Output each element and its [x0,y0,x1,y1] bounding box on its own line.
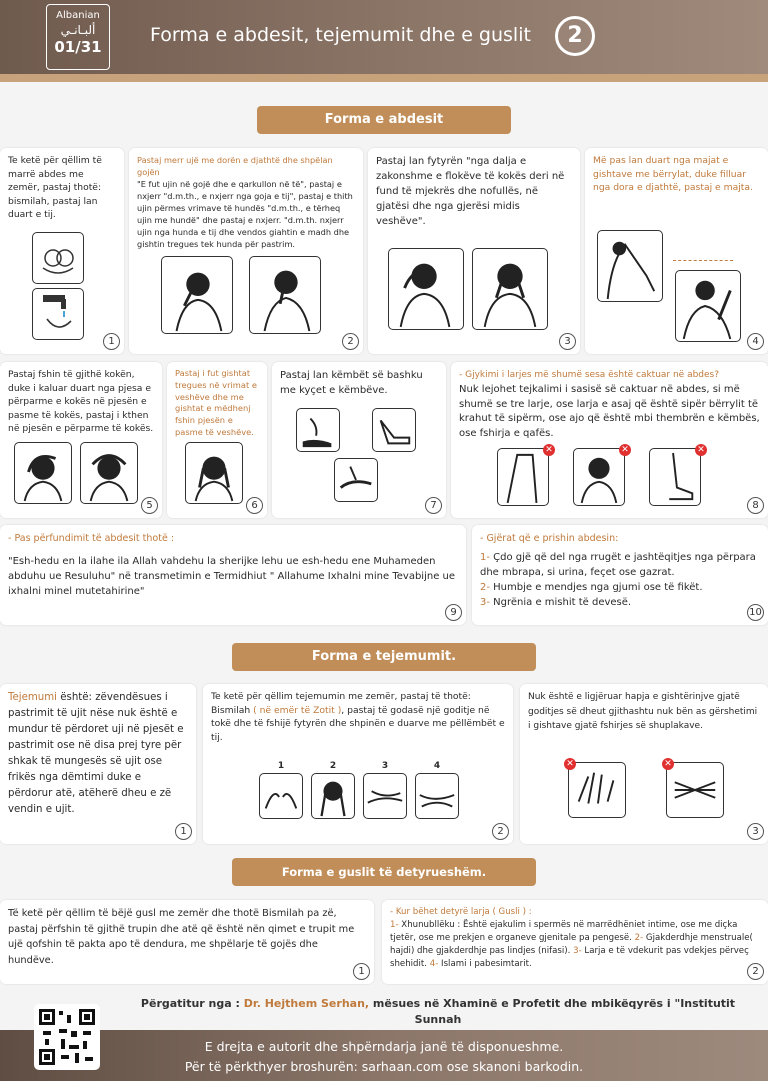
wipe-neck-illustration [573,448,625,506]
wash-foot-illustration-2 [372,408,416,452]
wipe-face-illustration [311,773,355,819]
step-label: 3 [381,761,389,771]
author-name: Dr. Hejthem Serhan, [243,997,370,1010]
step-number: 4 [747,333,764,350]
step-text: "Esh-hedu en la ilahe ila Allah vahdehu la sherijke lehu ue esh-hedu ene Muhameden abduhu ue Resuluhu" në transmetimin e Termidhiut " Allahume Ixhalni mine Tevabijne ue ixhalni minel mutetahirine" [8,556,456,597]
tejemum-steps [259,760,499,824]
step-number: 10 [747,604,764,621]
step-card-6 [167,362,267,518]
step-number: 1 [353,963,370,980]
step-heading: - Pas përfundimit të abdesit thotë : [8,533,175,544]
language-badge [46,4,110,70]
step-number: 2 [342,333,359,350]
gusl-card-2 [382,900,768,984]
step-card-5 [0,362,162,518]
wipe-left-hand-illustration [415,773,459,819]
prohibited-icon: ✕ [662,758,674,770]
page-number-badge: 2 [555,16,595,56]
wipe-head-illustration-front [14,442,72,504]
wash-face-illustration-left [388,248,464,330]
prohibited-icon: ✕ [564,758,576,770]
step-label: 2 [329,761,337,771]
wash-elbow-illustration [675,270,741,342]
step-text: Tejemumi është: zëvendësues i pastrimit të ujit nëse nuk është e mundur të përdoret uji në pjesët e pastrimit ose në disa prej tyre për shkak të mungesës së ujit ose frikës nga dëmtimi duke e përdorur atë, atëherë dheu e zë vendin e ujit. [8,692,184,815]
step-card-3 [368,148,580,354]
step-text: 1- Xhunubllëku : Është ejakulim i spermës në marrëdhëniet intime, ose me diçka tjetër, ose me prekjen e organeve gjenitale pa pengesë. 2- Gjakderdhje menstruale( hajdi) dhe gjakderdhje pas lindjes (nifasi). 3- Larja e të vdekurit pas vdekjes përveç shehidit. 4- Islami i pabesimtarit. [390,920,753,969]
wash-arm-illustration [597,230,663,302]
tejemum-card-1 [0,684,196,844]
step-number: 2 [492,823,509,840]
section-title-abdes: Forma e abdesit [257,106,511,134]
wipe-right-hand-illustration [363,773,407,819]
rinse-nose-illustration [249,256,321,334]
step-number: 8 [747,497,764,514]
step-heading: - Gjykimi i larjes më shumë sesa është caktuar në abdes? [459,370,720,380]
step-card-4 [585,148,768,354]
step-number: 6 [246,497,263,514]
step-text: Më pas lan duart nga majat e gishtave me bërrylat, duke filluar nga dora e djathtë, pastaj e majta. [593,155,753,193]
step-number: 3 [559,333,576,350]
step-text: Pastaj lan fytyrën "nga dalja e zakonshme e flokëve të kokës deri në fund të mjekrës dhe nofullës, në gjatësi dhe nga gjerësi midis veshëve". [376,156,565,227]
page-title: Forma e abdesit, tejemumit dhe e guslit [150,24,531,46]
header-bar [0,74,768,82]
step-card-8 [451,362,768,518]
wipe-head-illustration-back [80,442,138,504]
page-counter: 01/31 [54,38,102,56]
step-card-9 [0,525,466,625]
step-number: 3 [747,823,764,840]
wash-foot-illustration-3 [334,458,378,502]
step-text: Nuk lejohet tejkalimi i sasisë së caktuar në abdes, si më shumë se tre larje, ose larja e asaj që është sipër bërrylit të krahut të sipërm, ose ajo që është mbi thembrën e këmbës, ose fshirja e qafës. [459,384,760,439]
step-number: 5 [141,497,158,514]
list-item: 1- Çdo gjë që del nga rrugët e jashtëqitjes nga përpara dhe mbrapa, si urina, feçet ose gazrat. [480,552,756,578]
step-text: Te ketë për qëllim të marrë abdes me zemër, pastaj thotë: bismilah, pastaj lan duart e tij. [8,155,102,220]
step-card-10 [472,525,768,625]
tejemum-card-2 [203,684,513,844]
step-number: 1 [103,333,120,350]
wipe-ears-illustration [185,442,243,504]
direction-arrow [673,260,733,261]
step-number: 2 [747,963,764,980]
section-title-gusl: Forma e guslit të detyrueshëm. [232,858,536,886]
step-text: Të ketë për qëllim të bëjë gusl me zemër dhe thotë Bismilah pa zë, pastaj përfshin të gjithë trupin dhe atë që është nën qimet e trupit me ujë qofshin të pakta apo të dendura, me shpëlarje të gojës dhe hundëve. [8,908,355,966]
step-text: Pastaj lan këmbët së bashku me kyçet e këmbëve. [280,370,423,396]
list-item: 2- Humbje e mendjes nga gjumi ose të fikët. [480,582,703,593]
prohibited-icon: ✕ [695,444,707,456]
step-text: Nuk është e ligjëruar hapja e gishtërinjve gjatë goditjes së dheut gjithashtu nuk bën as gërshetimi i gishtave gjatë fshirjes së shuplakave. [528,692,758,731]
step-number: 9 [445,604,462,621]
step-text: Pastaj fshin të gjithë kokën, duke i kaluar duart nga pjesa e përparme e kokës në pjesën e pasme të kokës, pastaj i kthen në pjesën e përparme të kokës. [8,369,154,434]
step-text: "E fut ujin në gojë dhe e qarkullon në të", pastaj e nxjerr "d.m.th., e nxjerr nga goja e tij", pastaj e thith ujin përmes vrimave të hundës "d.m.th., e tërheq ujin me hundë" dhe pastaj e nxjerr. "d.m.th. nxjerr ujin nga hunda e tij dhe vendos giahtin e madh dhe gishtin tregues tek hunda për pastrim. [137,179,353,249]
step-text: Te ketë për qëllim tejemumin me zemër, pastaj të thotë: Bismilah ( në emër të Zotit ), pastaj të godasë një goditje në tokë dhe të fshijë fytyrën dhe shpinën e duarve me pëllëmbët e tij. [211,691,505,743]
prohibited-icon: ✕ [619,444,631,456]
step-number: 1 [175,823,192,840]
language-label-arabic: ألبـانـي [60,23,96,37]
step-label: 4 [433,761,441,771]
step-card-7 [272,362,446,518]
rinse-mouth-illustration [161,256,233,334]
step-heading: - Gjërat që e prishin abdesin: [480,533,619,544]
interlace-fingers-illustration [666,762,724,818]
step-subheading: Pastaj merr ujë me dorën e djathtë dhe shpëlan gojën [137,155,333,177]
leg-above-ankle-illustration [649,448,701,506]
step-text: Pastaj i fut gishtat tregues në vrimat e veshëve dhe me gishtat e mëdhenj fshin pjesën e pasme të veshëve. [175,368,257,437]
translate-line: Për të përkthyer broshurën: sarhaan.com ose skanoni barkodin. [184,1059,584,1074]
strike-ground-illustration [259,773,303,819]
step-card-2 [129,148,363,354]
section-title-tejemum: Forma e tejemumit. [232,643,536,671]
language-label: Albanian [56,10,100,21]
gusl-card-1 [0,900,374,984]
step-card-1 [0,148,124,354]
step-label: 1 [277,761,285,771]
step-heading: - Kur bëhet detyrë larja ( Gusli ) : [390,907,532,917]
prepared-by: Përgatitur nga : Dr. Hejthem Serhan, mësues në Xhaminë e Profetit dhe mbikëqyrës i "Institutit Sunnah [128,996,748,1044]
spread-fingers-illustration [568,762,626,818]
hand-washing-illustration [32,232,84,284]
wash-foot-illustration-1 [296,408,340,452]
prohibited-icon: ✕ [543,444,555,456]
list-item: 3- Ngrënia e mishit të devesë. [480,597,632,608]
copyright-line: E drejta e autorit dhe shpërndarja janë të disponueshme. [204,1039,564,1054]
step-number: 7 [425,497,442,514]
tejemum-card-3 [520,684,768,844]
wash-face-illustration-right [472,248,548,330]
arm-above-elbow-illustration [497,448,549,506]
tap-illustration [32,288,84,340]
